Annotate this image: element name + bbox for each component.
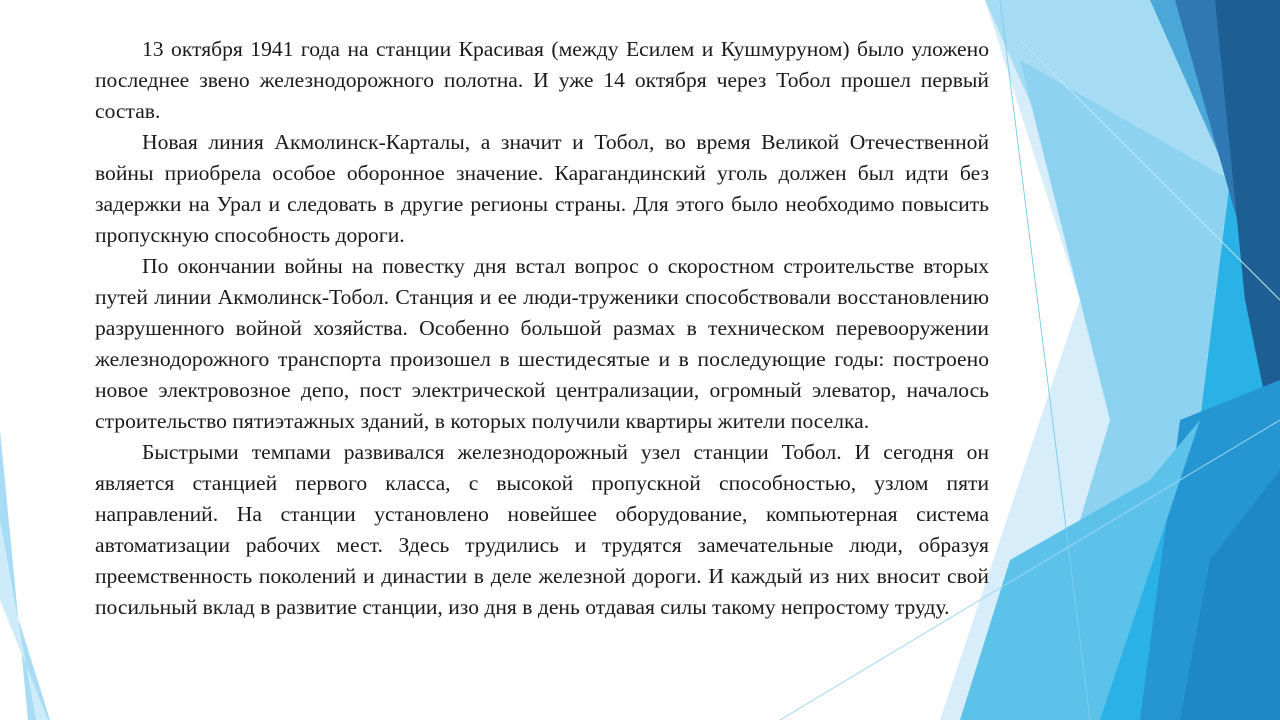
body-text	[95, 34, 989, 623]
paragraph: 13 октября 1941 года на станции Красивая (между Есилем и Кушмуруном) было уложено последнее звено железнодорожного полотна. И уже 14 октября через Тобол прошел первый состав.	[95, 37, 989, 123]
paragraph: По окончании войны на повестку дня встал вопрос о скоростном строительстве вторых путей линии Акмолинск-Тобол. Станция и ее люди-труженики способствовали восстановлению разрушенного войной хозяйства. Особенно большой размах в техническом перевооружении железнодорожного транспорта произошел в шестидесятые и в последующие годы: построено новое электровозное депо, пост электрической централизации, огромный элеватор, началось строительство пятиэтажных зданий, в которых получили квартиры жители поселка.	[95, 254, 989, 433]
paragraph: Новая линия Акмолинск-Карталы, а значит и Тобол, во время Великой Отечественной войны приобрела особое оборонное значение. Карагандинский уголь должен был идти без задержки на Урал и следовать в другие регионы страны. Для этого было необходимо повысить пропускную способность дороги.	[95, 130, 989, 247]
paragraph: Быстрыми темпами развивался железнодорожный узел станции Тобол. И сегодня он является станцией первого класса, с высокой пропускной способностью, узлом пяти направлений. На станции установлено новейшее оборудование, компьютерная система автоматизации рабочих мест. Здесь трудились и трудятся замечательные люди, образуя преемственность поколений и династии в деле железной дороги. И каждый из них вносит свой посильный вклад в развитие станции, изо дня в день отдавая силы такому непростому труду.	[95, 440, 989, 619]
